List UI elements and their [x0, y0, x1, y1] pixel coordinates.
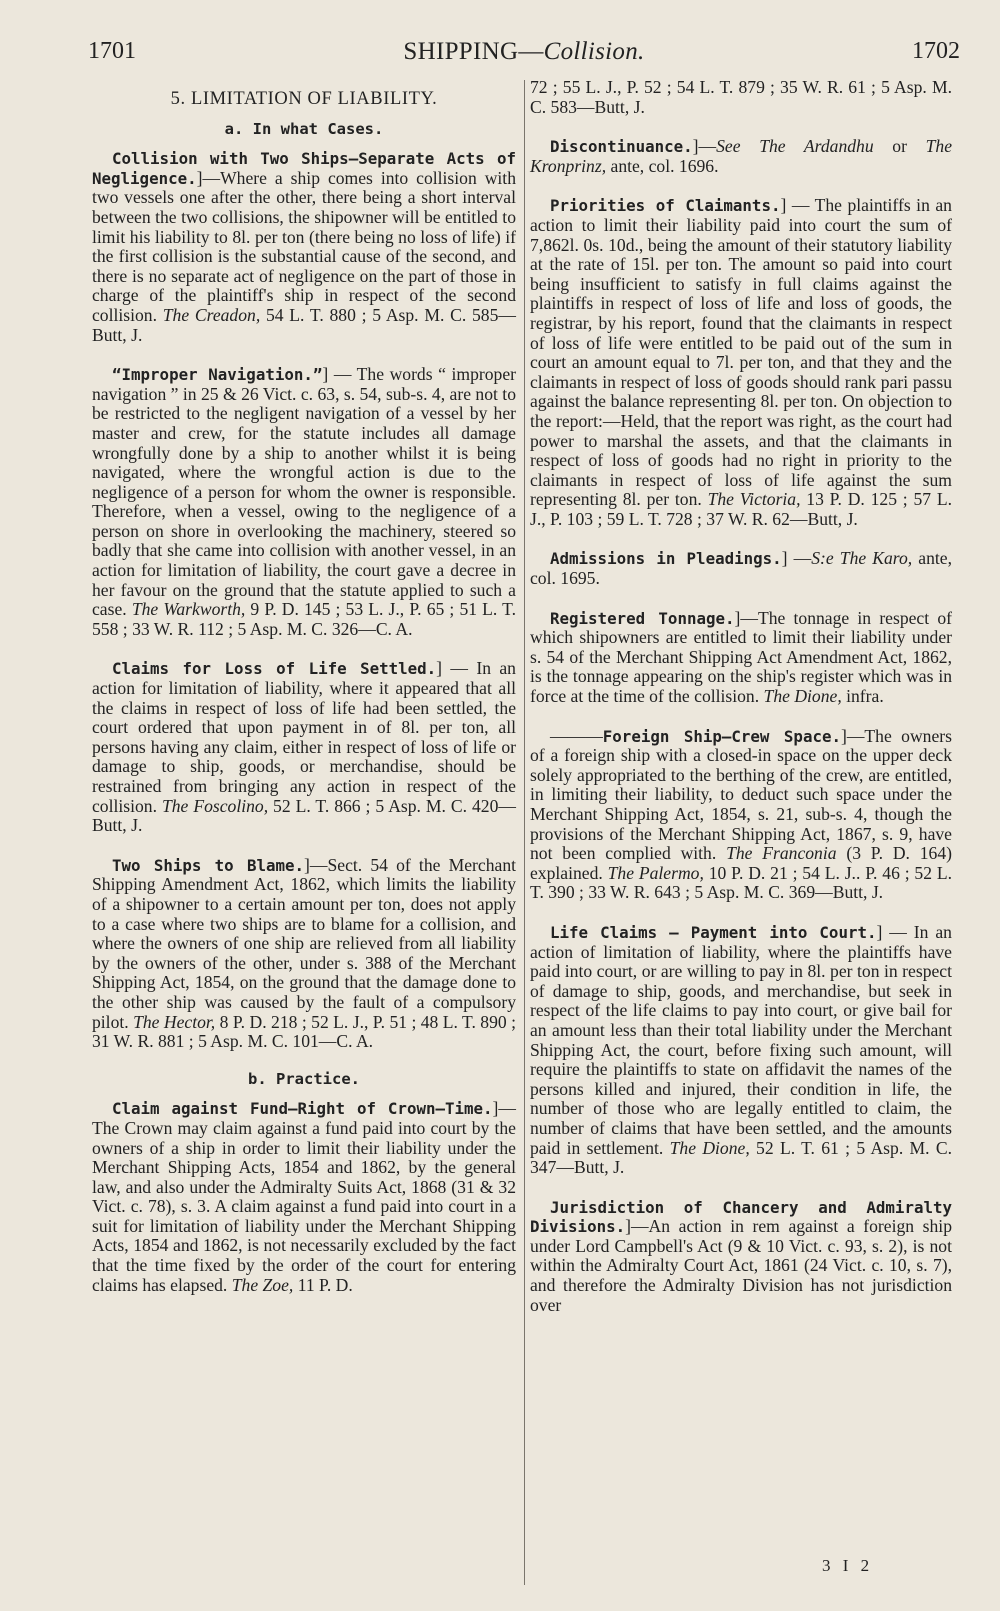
right-column [530, 78, 952, 1315]
entry-keyword: Foreign Ship—Crew Space. [602, 726, 841, 746]
entry-claim-against-fund [92, 1099, 516, 1295]
see-reference: See [716, 136, 741, 157]
entry-life-claims [530, 923, 952, 1178]
case-name: The Hector, [133, 1011, 216, 1032]
printer-signature-mark: 3 I 2 [822, 1556, 874, 1575]
entry-text: ]—Sect. 54 of the Merchant Shipping Amendment Act, 1862, which limits the liability of a shipowner to a certain amount per ton, does not apply to a case where two ships are to blame for a collision, and where the owners of one ship are relieved from all liability by the owners of the other, under s. 388 of the Merchant Shipping Act, 1854, on the ground that the damage done to the other ship was caused by the fault of a compulsory pilot. [92, 854, 517, 1032]
entry-text: ]—The owners of a foreign ship with a closed-in space on the upper deck solely appropriated to the berthing of the crew, are entitled, in limiting their liability, to deduct such space under the Merchant Shipping Act, 1854, s. 21, sub-s. 4, though the provisions of the Merchant Shipping Act, 1867, s. 9, have not been complied with. [530, 725, 952, 864]
case-name: The Dione, [763, 686, 842, 707]
case-name: The Foscolino, [161, 795, 269, 816]
entry-keyword: Discontinuance. [550, 137, 693, 157]
case-name: The Warkworth, [131, 599, 246, 620]
running-title-italic: Collision. [543, 38, 645, 65]
citation: 72 ; 55 L. J., P. 52 ; 54 L. T. 879 ; 35 W. R. 61 ; 5 Asp. M. C. 583—Butt, J. [530, 77, 952, 117]
entry-keyword: Admissions in Pleadings. [550, 549, 782, 569]
subheading-b: b. Practice. [248, 1069, 360, 1088]
entry-keyword: Claim against Fund—Right of Crown—Time. [112, 1099, 493, 1119]
left-column [92, 78, 516, 1295]
citation: 8 P. D. 218 ; 52 L. J., P. 51 ; 48 L. T. 890 ; 31 W. R. 881 ; 5 Asp. M. C. 101—C. A. [92, 1011, 516, 1052]
subheading-a: a. In what Cases. [224, 119, 384, 138]
entry-keyword: Registered Tonnage. [550, 608, 735, 628]
citation: 9 P. D. 145 ; 53 L. J., P. 65 ; 51 L. T. 558 ; 33 W. R. 112 ; 5 Asp. M. C. 326—C. A. [92, 599, 516, 639]
case-name: The Dione, [669, 1137, 750, 1158]
entry-keyword: Jurisdiction of Chancery and Admiralty Divisions. [530, 1197, 952, 1237]
entry-improper-navigation [92, 365, 516, 639]
entry-text: ]—The tonnage in respect of which shipowners are entitled to limit their liability under s. 54 of the Merchant Shipping Act Amendment Act, 1862, is the tonnage appearing on the ship's register which was in force at the time of the collision. [530, 607, 952, 707]
citation: ante, col. 1696. [606, 155, 719, 176]
entry-text: ]— [692, 136, 717, 157]
entry-text: ] — In an action for limitation of liability, where it appeared that all the claims in respect of loss of life had been settled, the court ordered that upon payment in of 8l. per ton, all persons having any claim, either in respect of loss of life or damage to ship, goods, or merchandise, should be restrained from bringing any action in respect of the collision. [92, 658, 516, 816]
entry-collision-two-ships [92, 149, 516, 345]
see-reference: S:e [811, 548, 834, 569]
entry-keyword: Claims for Loss of Life Settled. [112, 659, 437, 679]
citation: infra. [841, 686, 884, 707]
entry-claims-loss-of-life [92, 659, 516, 835]
citation: ante, col. 1695. [530, 548, 953, 589]
running-header [88, 38, 960, 78]
case-name: The Palermo, [607, 862, 704, 883]
column-divider [524, 80, 525, 1585]
entry-text: ]—An action in rem against a foreign ship under Lord Campbell's Act (9 & 10 Vict. c. 93, s. 2), is not within the Admiralty Court Act, 1861 (24 Vict. c. 10, s. 7), and therefore the Admiralty Division has not jurisdiction over [530, 1216, 952, 1315]
citation: 13 P. D. 125 ; 57 L. J., P. 103 ; 59 L. T. 728 ; 37 W. R. 62—Butt, J. [530, 489, 952, 529]
column-number-right: 1702 [912, 38, 960, 64]
column-number-left: 1701 [88, 38, 136, 64]
entry-text: ]—The Crown may claim against a fund paid into court by the owners of a ship in order to limit their liability under the Merchant Shipping Acts, 1854 and 1862, by the general law, and also under the Admiralty Suits Act, 1868 (31 & 32 Vict. c. 78), s. 3. A claim against a fund paid into court in a suit for limitation of liability under the Merchant Shipping Acts, 1854 and 1862, is not necessarily excluded by the fact that the time fixed by the order of the court for entering claims has elapsed. [92, 1098, 516, 1295]
entry-keyword: Two Ships to Blame. [112, 855, 305, 875]
citation: 52 L. T. 866 ; 5 Asp. M. C. 420—Butt, J. [92, 795, 516, 836]
entry-registered-tonnage [530, 609, 952, 707]
case-name: The Zoe, [231, 1274, 294, 1295]
running-title [88, 38, 960, 66]
citation: 11 P. D. [293, 1274, 353, 1295]
dash-rule: ——— [550, 725, 603, 746]
case-name: The Victoria, [707, 489, 801, 510]
entry-priorities-of-claimants [530, 196, 952, 529]
entry-discontinuance [530, 137, 952, 176]
case-name: The Kronprinz, [530, 136, 953, 176]
citation: 10 P. D. 21 ; 54 L. J.. P. 46 ; 52 L. T. 390 ; 33 W. R. 643 ; 5 Asp. M. C. 369—Butt, J. [530, 862, 953, 903]
entry-two-ships-to-blame [92, 856, 516, 1052]
citation: 54 L. T. 880 ; 5 Asp. M. C. 585—Butt, J. [92, 304, 516, 345]
section-heading: 5. LIMITATION OF LIABILITY. [170, 89, 438, 109]
entry-text: ]—Where a ship comes into collision with two vessels one after the other, there being a short interval between the two collisions, the shipowner will be entitled to limit his liability to 8l. per ton (there being no loss of life) if the first collision is the substantial cause of the second, and there is no separate act of negligence on the part of those in charge of the plaintiff's ship in respect of the second collision. [92, 167, 516, 325]
entry-keyword: Priorities of Claimants. [550, 196, 781, 216]
entry-text: ] — The words “ improper navigation ” in 25 & 26 Vict. c. 63, s. 54, sub-s. 4, are not to be restricted to the negligent navigation of a vessel by her master and crew, for the statute includes all damage wrongfully done by a ship to another whilst it is being navigated, where the wrongful action is due to the negligence of a person for whom the owner is responsible. Therefore, when a vessel, owing to the negligence of a person on shore in overlooking the machinery, steered so badly that she came into collision with another vessel, in an action for limitation of liability, the court gave a decree in her favour on the ground that the statute applied to such a case. [92, 364, 516, 620]
case-name: The Creadon, [162, 304, 261, 325]
entry-keyword: Life Claims — Payment into Court. [550, 922, 877, 942]
entry-admissions-in-pleadings [530, 549, 952, 588]
entry-keyword: “Improper Navigation.” [112, 365, 323, 385]
entry-jurisdiction [530, 1198, 952, 1316]
citation: 52 L. T. 61 ; 5 Asp. M. C. 347—Butt, J. [530, 1137, 953, 1178]
entry-text: ] — In an action of limitation of liability, where the plaintiffs have paid into court, or are willing to pay in 8l. per ton in respect of damage to ship, goods, and merchandise, but seek in respect of the life claims to pay into court, or give bail for an amount less than their total liability under the Merchant Shipping Act, the court, before fixing such amount, will require the plaintiffs to state on affidavit the names of the persons killed and injured, their condition in life, the number of those who are legally entitled to claim, the number of claims that have been settled, and the amounts paid in settlement. [530, 921, 952, 1158]
entry-text: ] — [781, 548, 812, 569]
entry-text: or [873, 136, 926, 157]
running-title-main: SHIPPING— [403, 38, 544, 65]
case-name: The Ardandhu [740, 136, 874, 157]
entry-foreign-ship-crew-space [530, 727, 952, 903]
case-name: The Franconia [726, 843, 837, 864]
entry-text: (3 P. D. 164) explained. [530, 843, 952, 883]
continued-citation [530, 78, 952, 117]
case-name: The Karo, [833, 548, 913, 569]
entry-keyword: Collision with Two Ships—Separate Acts of Negligence. [92, 149, 516, 188]
entry-text: ] — The plaintiffs in an action to limit their liability paid into court the sum of 7,862l. 0s. 10d., being the amount of their statutory liability at the rate of 15l. per ton. The amount so paid into court being insufficient to satisfy in full claims against the plaintiffs in respect of loss of life and loss of goods, the registrar, by his report, found that the claimants in respect of loss of life were entitled to be paid out of the sum in court an amount equal to 7l. per ton, and that they and the claimants in respect of loss of goods should rank pari passu against the balance representing 8l. per ton. On objection to the report:—Held, that the report was right, as the court had power to marshal the assets, and that the claimants in respect of loss of goods had no right in priority to the claimants in respect of loss of life against the sum representing 8l. per ton. [530, 195, 952, 510]
